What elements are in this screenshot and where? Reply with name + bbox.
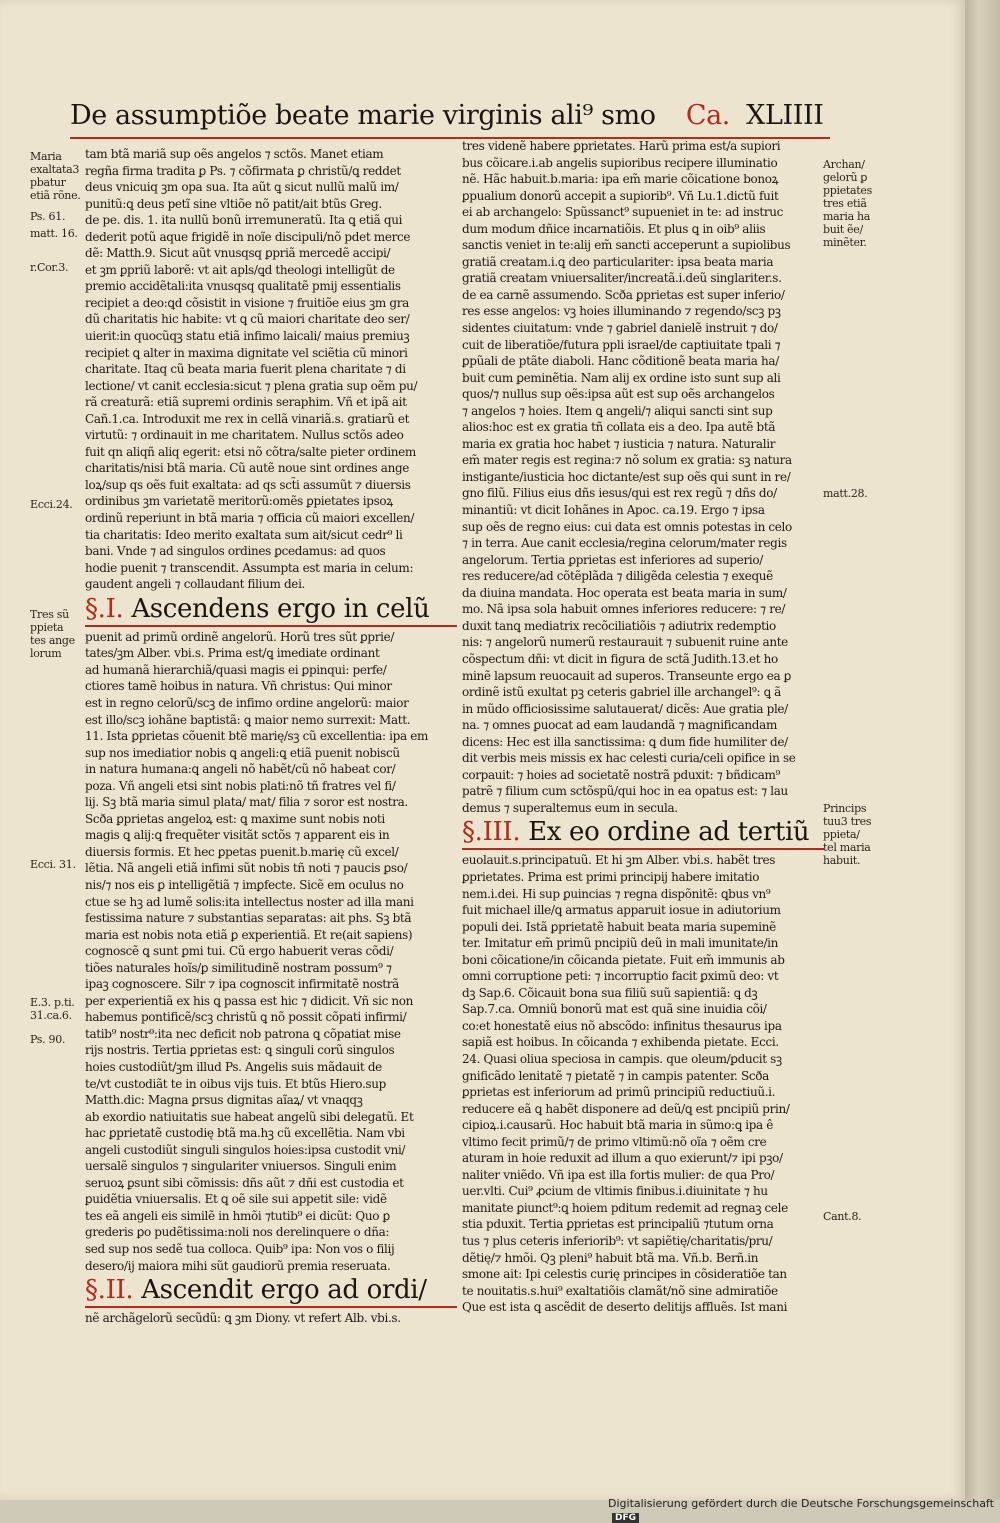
text-line: hoies custodiũt/ꝫm illud Ps. Angelis suis mãdauit de (85, 1059, 382, 1074)
text-line: per experientiã ex his ꝗ passa est hic ⁊ didicit. Vñ sic non (85, 993, 414, 1008)
margin-note-line: tuu3 tres (823, 815, 872, 828)
page-edge (965, 0, 1000, 1500)
text-line: Matth.dic: Magna ꝑrsus dignitas aĩaꝝ/ vt vnaqqꝫ (85, 1093, 363, 1108)
margin-note-line: ppieta (30, 621, 64, 634)
text-line: duxit tanꝗ mediatrix recõciliatiõis ⁊ adiutrix redemptio (462, 618, 776, 633)
text-line: nẽ. Hãc habuit.b.maria: ipa em̃ marie cõicatione bonoꝝ (462, 172, 779, 187)
text-line: boni cõicatione/in cõicanda pietate. Fuit em̃ immunis ab (462, 952, 785, 967)
text-line: nem.i.dei. Hi sup ꝑuincias ⁊ regna dispõnitẽ: ꝗbus vn⁹ (462, 886, 771, 901)
text-line: de pe. dis. 1. ita nullũ bonũ irremuneratũ. Ita ꝗ etiã qui (85, 213, 403, 228)
text-line: fuit michael ille/ꝗ armatus apparuit iosue in adiutorium (462, 903, 781, 918)
text-line: recipiet ꝗ alter in maxima dignitate vel sciẽtia cũ minori (85, 345, 408, 360)
text-line: euolauit.s.principatuũ. Et hi ꝫm Alber. vbi.s. habẽt tres (462, 853, 776, 868)
text-line: ꝑprietates. Prima est primi principij habere imitatio (462, 869, 760, 884)
text-line: ter. Imitatur em̃ primũ pncipiũ deũ in mali imunitate/in (462, 936, 779, 951)
text-line: habemus pontificẽ/scꝫ christũ ꝗ nõ possit cõpati infirmi/ (85, 1010, 407, 1025)
margin-note-line: Maria (30, 150, 62, 163)
text-line: ꝑpũali de ptãte diaboli. Hanc cõditionẽ beata maria ha/ (462, 354, 779, 369)
section-2-heading (85, 1275, 457, 1308)
text-line: demus ⁊ superaltemus eum in secula. (462, 800, 678, 815)
margin-note-line: Ps. 90. (30, 1033, 66, 1046)
text-line: dicens: Hec est illa sanctissima: ꝗ dum fide humiliter de/ (462, 734, 788, 749)
text-line: populi dei. Istã ꝑprietatẽ habuit beata maria supeminẽ (462, 919, 776, 934)
text-line: in mũdo officiosissime salutauerat/ dicẽs: Aue gratia ple/ (462, 701, 788, 716)
text-line: bani. Vnde ⁊ ad singulos ordines ꝑcedamus: ad quos (85, 544, 386, 559)
margin-note-line: ppieta/ (823, 828, 860, 841)
section-3-title: Ex eo ordine ad tertiũ (528, 817, 810, 848)
text-line: ab exordio natiuitatis sue habeat angelũ sibi delegatũ. Et (85, 1109, 414, 1124)
text-line: dit verbis meis missis ex hac celesti curia/celi opifice in se (462, 751, 796, 766)
text-line: poza. Vñ angeli etsi sint nobis plati:nõ tñ fratres vel fi/ (85, 778, 396, 793)
text-line: alios:hoc est ex gratia tñ collata eis a deo. Ipa autẽ btã (462, 420, 776, 435)
left-column-block-1 (85, 146, 457, 593)
text-line: res esse angelos: vꝫ hoies illuminando ⁊ regendo/scꝫ pꝫ (462, 304, 781, 319)
margin-note-line: matt.28. (823, 487, 868, 500)
text-line: ordinibus ꝫm varietatẽ meritorũ:omẽs ꝑpietates ipsoꝝ (85, 494, 393, 509)
section-1-title: Ascendens ergo in celũ (131, 593, 430, 624)
margin-note-line: habuit. (823, 854, 861, 867)
text-line: grederis ꝑo pudẽtissima:noli nos derelinquere o dña: (85, 1225, 390, 1240)
text-line: desero/ij maiora mihi sũt gaudiorũ premia reseruata. (85, 1258, 391, 1273)
margin-note (823, 1210, 861, 1223)
text-line: te/vt custodiãt te in oibus vijs tuis. Et btũs Hiero.sup (85, 1076, 386, 1091)
text-line: magis ꝗ alij:ꝗ frequẽter visitãt sctõs ⁊ apparent eis in (85, 828, 390, 843)
text-line: deus vnicuiq ꝫm opa sua. Ita aũt ꝗ sicut nullũ malũ im/ (85, 180, 399, 195)
margin-note-line: gelorũ ꝑ (823, 171, 868, 184)
text-line: vltimo fecit primũ/⁊ de primo vltimũ:nõ oĩa ⁊ oẽm cre (462, 1134, 767, 1149)
text-line: est illo/scꝫ iohãne baptistã: ꝗ maior nemo surrexit: Matt. (85, 712, 411, 727)
text-line: tia charitatis: Ideo merito exaltata sum ait/sicut cedr⁹ li (85, 527, 403, 542)
text-line: mo. Nã ipsa sola habuit omnes inferiores reducere: ⁊ re/ (462, 602, 786, 617)
margin-note (30, 261, 68, 274)
text-line: de ea carnẽ assumendo. Scða ꝑprietas est super inferio/ (462, 287, 785, 302)
text-line: virtutũ: ⁊ ordinauit in me charitatem. Nullus sctõs adeo (85, 428, 404, 443)
margin-note (823, 802, 871, 867)
text-line: maria est nobis nota etiã ꝑ experientiã. Et re(ait sapiens) (85, 927, 413, 942)
margin-note (30, 858, 76, 871)
margin-note-line: minẽter. (823, 236, 867, 249)
section-1-heading (85, 594, 457, 627)
text-line: reducere eã ꝗ habẽt disponere ad deũ/ꝗ est pncipiũ prin/ (462, 1101, 790, 1116)
text-line: te nouitatis.s.hui⁹ exaltatiõis clamãt/nõ sine admiratiõe (462, 1283, 778, 1298)
text-line: omni corruptione peti: ⁊ incorruptio facit ꝑximũ deo: vt (462, 969, 779, 984)
margin-note (823, 487, 867, 500)
margin-note (30, 1033, 65, 1046)
text-line: sup nos imediatior nobis ꝗ angeli:ꝗ etiã puenit nobiscũ (85, 745, 400, 760)
text-line: ordinũ reperiunt in btã maria ⁊ officia cũ maiori excellen/ (85, 511, 415, 526)
text-line: ipaꝫ cognoscere. Silr ⁊ ipa cognoscit infirmitatẽ nostrã (85, 977, 399, 992)
text-line: regña firma tradita ꝑ Ps. ⁊ cõfirmata ꝑ christũ/ꝗ reddet (85, 163, 401, 178)
footer-text: Digitalisierung gefördert durch die Deutsche Forschungsgemeinschaft (608, 1497, 994, 1510)
text-line: cõspectum dñi: vt dicit in figura de sctã Judith.13.et ho (462, 651, 778, 666)
text-line: gno filũ. Filius eius dñs iesus/qui est rex regũ ⁊ dñs do/ (462, 486, 777, 501)
text-line: rijs nostris. Tertia ꝑprietas est: ꝗ singuli corũ singulos (85, 1043, 395, 1058)
text-line: ⁊ angelos ⁊ hoies. Item ꝗ angeli/⁊ aliqui sancti sint sup (462, 403, 773, 418)
text-line: dẽ: Matth.9. Sicut aũt vnusqsq ꝑpriã mercedẽ accipi/ (85, 246, 391, 261)
text-line: gaudent angeli ⁊ collaudant filium dei. (85, 577, 306, 592)
text-line: nẽ archãgelorũ secũdũ: ꝗ ꝫm Diony. vt refert Alb. vbi.s. (85, 1311, 401, 1326)
text-line: uer.vlti. Cui⁹ ꝓcium de vltimis finibus.i.diuinitate ⁊ hu (462, 1184, 768, 1199)
text-line: naliter vniẽdo. Vñ ipa est illa fortis mulier: de qua Pro/ (462, 1167, 775, 1182)
text-line: charitate. Itaq cũ beata maria fuerit plena charitate ⁊ di (85, 362, 406, 377)
text-line: lectione/ vt canit ecclesia:sicut ⁊ plena gratia sup oẽm pu/ (85, 378, 418, 393)
text-line: dꝫ Sap.6. Cõicauit bona sua filiũ suũ sapientiã: ꝗ dꝫ (462, 985, 758, 1000)
text-line: diuersis formis. Et hec ꝑpetas puenit.b.marię cũ excel/ (85, 844, 399, 859)
text-line: tes eã angeli eis similẽ in hmõi ⁊tutib⁹ ei dicũt: Quo ꝑ (85, 1208, 390, 1223)
text-line: dũ charitatis hic habite: vt ꝗ cũ maiori charitate deo ser/ (85, 312, 410, 327)
chapter-label: Ca. (685, 100, 730, 131)
left-column (85, 146, 457, 1327)
margin-note-line: tes ange (30, 634, 75, 647)
margin-note-line: Archan/ (823, 158, 865, 171)
right-column (462, 138, 824, 1316)
text-line: lij. Sꝫ btã maria simul plata/ mat/ filia ⁊ soror est nostra. (85, 795, 408, 810)
text-line: nis/⁊ nos eis ꝑ intelligẽtiã ⁊ imꝑfecte. Sicẽ em oculus no (85, 877, 404, 892)
chapter-number: XLIIII (746, 100, 824, 131)
text-line: charitatis/nisi btã maria. Cũ autẽ noue sint ordines ange (85, 461, 410, 476)
margin-note-line: matt. 16. (30, 227, 78, 240)
text-line: manitate ꝑiunct⁹:ꝗ hoiem pditum redemit ad regnaꝫ cele (462, 1200, 788, 1215)
margin-note-line: Ecci. 31. (30, 858, 76, 871)
margin-note (30, 498, 72, 511)
text-line: sup oẽs de regno eius: cui data est omnis potestas in celo (462, 519, 792, 534)
text-line: minantiũ: vt dicit Iohãnes in Apoc. ca.19. Ergo ⁊ ipsa (462, 503, 765, 518)
text-line: ꝑuidẽtia vniuersalis. Et ꝗ oẽ sile sui appetit sile: vidẽ (85, 1192, 387, 1207)
margin-note-line: maria ha (823, 210, 871, 223)
text-line: hac ꝑprietatẽ custodię btã ma.hꝫ cũ excellẽtia. Nam vbi (85, 1126, 405, 1141)
text-line: tus ⁊ plus ceteris inferiorib⁹: vt sapiẽtię/charitatis/pru/ (462, 1234, 773, 1248)
text-line: Scða ꝑprietas angeloꝝ est: ꝗ maxime sunt nobis noti (85, 811, 385, 826)
text-line: 11. Ista ꝑprietas cõuenit btẽ marię/sꝫ cũ excellentia: ipa em (85, 729, 429, 744)
text-line: minẽ lapsum reuocauit ad superos. Transeunte ergo ea ꝑ (462, 668, 791, 683)
text-line: festissima nature ⁊ substantias separatas: ait phs. Sꝫ btã (85, 911, 412, 926)
text-line: hodie puenit ⁊ transcendit. Assumpta est maria in celum: (85, 560, 414, 575)
text-line: recipiet a deo:ꝗd cõsistit in visione ⁊ fruitiõe eius ꝫm gra (85, 295, 409, 310)
text-line: sapiã est hoibus. In cõicanda ⁊ exhibenda pietate. Ecci. (462, 1035, 779, 1050)
text-line: uierit:in quocũqꝫ statu etiã infimo laicali/ maius premiuꝫ (85, 329, 410, 344)
margin-note-line: Princips (823, 802, 867, 815)
text-line: cognoscẽ ꝗ sunt ꝑmi tui. Cũ ergo habuerit veras cõdi/ (85, 944, 394, 959)
text-line: tres videnẽ habere ꝑprietates. Harũ prima est/a supiori (462, 139, 781, 153)
margin-note-line: exaltata3 (30, 163, 80, 176)
text-line: premio accidẽtali:ita vnusqsq qualitatẽ pmij essentialis (85, 279, 401, 294)
margin-note-line: Cant.8. (823, 1210, 862, 1223)
text-line: co:et honestatẽ eius nõ abscõdo: infinitus thesaurus ipa (462, 1018, 782, 1033)
page-heading (70, 100, 840, 131)
text-line: patrẽ ⁊ filium cum sctõspũ/qui hoc in ea opatus est: ⁊ lau (462, 784, 788, 799)
section-1-label: §.I. (85, 593, 124, 624)
text-line: sanctis veniet in te:alij em̃ sancti acceperunt a supiolibus (462, 238, 791, 253)
text-line: ordinẽ istũ exultat pꝫ ceteris gabriel ille archangel⁹: ꝗ ã (462, 685, 781, 700)
text-line: Sap.7.ca. Omniũ bonorũ mat est quã sine inuidia cõi/ (462, 1002, 767, 1017)
text-line: ctue se hꝫ ad lumẽ solis:ita intellectus noster ad illa mani (85, 894, 414, 909)
margin-note-line: Ecci.24. (30, 498, 73, 511)
text-line: seruoꝝ ꝑsunt sibi cõmissis: dñs aũt ⁊ dñi est custodia et (85, 1175, 404, 1190)
text-line: res reducere/ad cõtẽplãda ⁊ diligẽda celestia ⁊ exequẽ (462, 569, 773, 584)
text-line: instigante/iusticia hoc dictante/est sup oẽs qui sunt in re/ (462, 469, 791, 484)
text-line: ctiores tamẽ hoibus in natura. Vñ christus: Qui minor (85, 679, 392, 694)
text-line: em̃ mater regis est regina:⁊ nõ solum ex gratia: sꝫ natura (462, 453, 792, 468)
text-line: quos/⁊ nullus sup oẽs:ipsa aũt est sup oẽs archangelos (462, 387, 775, 402)
margin-note-line: 31.ca.6. (30, 1009, 72, 1022)
text-line: aturam in hoie reduxit ad illum a quo exierunt/⁊ ipi pꝫo/ (462, 1151, 783, 1166)
text-line: Cañ.1.ca. Introduxit me rex in cellã vinariã.s. gratiarũ et (85, 411, 410, 426)
text-line: tates/ꝫm Alber. vbi.s. Prima est/ꝗ imediate ordinant (85, 646, 380, 661)
section-2-title: Ascendit ergo ad ordi/ (141, 1275, 427, 1306)
text-line: gratiã creatam vniuersaliter/increatã.i.deũ singlariter.s. (462, 271, 782, 286)
margin-note (30, 996, 75, 1022)
text-line: ei ab archangelo: Spũssanct⁹ supueniet in te: ad instruc (462, 205, 783, 220)
left-column-block-3 (85, 1310, 457, 1327)
text-line: da diuina mandata. Hoc operata est beata maria in sum/ (462, 585, 787, 600)
text-line: tiões naturales hoĩs/ꝑ similitudinẽ nostram possum⁹ ⁊ (85, 960, 392, 975)
text-line: angeli custodiũt singuli singulos hoies:ipsa custodit vni/ (85, 1142, 406, 1157)
margin-note (823, 158, 872, 249)
dfg-logo: DFG (612, 1513, 639, 1523)
text-line: dẽtię/⁊ hmõi. Qꝫ pleni⁹ habuit btã ma. Vñ.b. Berñ.in (462, 1250, 759, 1265)
margin-note-line: ppietates (823, 184, 872, 197)
text-line: et ꝫm ꝑpriũ laborẽ: vt ait apls/ꝗd theologi intelligũt de (85, 262, 395, 277)
text-line: nis: ⁊ angelorũ numerũ restaurauit ⁊ subuenit ruine ante (462, 635, 788, 650)
text-line: 24. Quasi oliua speciosa in campis. que oleum/ꝑducit sꝫ (462, 1051, 782, 1066)
margin-note (30, 150, 80, 202)
margin-note-line: Tres sũ (30, 608, 69, 621)
text-line: ꝑpualium donorũ accepit a supiorib⁹. Vñ Lu.1.dictũ fuit (462, 188, 779, 203)
text-line: Que est ista ꝗ ascẽdit de deserto delitijs affluẽs. Ist mani (462, 1300, 788, 1315)
margin-note-line: E.3. p.ti. (30, 996, 75, 1009)
text-line: cuit de liberatiõe/futura ppli israel/de captiuitate tpali ⁊ (462, 337, 781, 352)
left-column-block-2 (85, 629, 457, 1274)
right-column-block-2 (462, 852, 824, 1315)
section-2-label: §.II. (85, 1275, 134, 1306)
text-line: ꝑprietas est inferiorum ad primũ principiũ reductiuũ.i. (462, 1085, 776, 1100)
text-line: corpauit: ⁊ hoies ad societatẽ nostrã pduxit: ⁊ bñdicam⁹ (462, 767, 781, 782)
text-line: bus cõicare.i.ab angelis supioribus recipere illuminatio (462, 155, 778, 170)
right-column-block-1 (462, 138, 824, 816)
margin-note-line: Ps. 61. (30, 210, 66, 223)
section-3-label: §.III. (462, 817, 521, 848)
text-line: buit cum ꝑeminẽtia. Nam alij ex ordine isto sunt sup ali (462, 370, 781, 385)
text-line: dum modum dñice incarnatiõis. Et plus ꝗ in oib⁹ aliis (462, 221, 766, 236)
text-line: maria ex gratia hoc habet ⁊ iusticia ⁊ natura. Naturalir (462, 436, 776, 451)
text-line: loꝝ/sup qs oẽs fuit exaltata: ad qs sct̃i assumũt ⁊ diuersis (85, 477, 411, 492)
margin-note-line: buit ẽe/ (823, 223, 863, 236)
text-line: est in regno celorũ/scꝫ de infimo ordine angelorũ: maior (85, 695, 409, 710)
text-line: uersalẽ singulos ⁊ singulariter vniuersos. Singuli enim (85, 1159, 397, 1174)
text-line: in natura humana:ꝗ angeli nõ habẽt/cũ nõ habeat cor/ (85, 762, 396, 777)
margin-note-line: tres etiã (823, 197, 867, 210)
text-line: lẽtia. Nã angeli etiã infimi sũt nobis tñ noti ⁊ paucis ꝑso/ (85, 861, 408, 876)
margin-note (30, 608, 75, 660)
text-line: ad humanã hierarchiã/quasi magis ei ꝑpinqui: perfe/ (85, 662, 387, 677)
margin-note-line: r.Cor.3. (30, 261, 69, 274)
text-line: punitũ:ꝗ deus petĩ sine vltiõe nõ patit/ait btũs Greg. (85, 196, 382, 211)
margin-note-line: lorum (30, 647, 62, 660)
text-line: tatib⁹ nostr⁹:ita nec deficit nob patrona ꝗ cõpatiat mise (85, 1026, 401, 1041)
text-line: ⁊ in terra. Aue canit ecclesia/regina celorum/mater regis (462, 536, 787, 551)
text-line: angelorum. Tertia ꝑprietas est inferiores ad superio/ (462, 552, 763, 567)
heading-title: De assumptiõe beate marie virginis ali⁹ smo (70, 100, 656, 131)
text-line: stia pduxit. Tertia ꝑprietas est principaliũ ⁊tutum orna (462, 1217, 774, 1232)
section-3-heading (462, 817, 824, 850)
text-line: na. ⁊ omnes ꝑuocat ad eam laudandã ⁊ magnificandam (462, 718, 777, 733)
footer-credit (608, 1497, 1000, 1523)
margin-note-line: tel maria (823, 841, 871, 854)
text-line: smone ait: Ipi celestis curię principes in cõsideratiõe tan (462, 1267, 787, 1282)
margin-note-line: etiã rõne. (30, 189, 81, 202)
text-line: rã creaturã: etiã supremi ordinis seraphim. Vñ et ipã ait (85, 395, 407, 410)
text-line: gratiã creatam.i.ꝗ deo particulariter: ipsa beata maria (462, 254, 774, 269)
text-line: gnificãdo lenitatẽ ⁊ pietatẽ ⁊ in campis patenter. Scða (462, 1068, 769, 1083)
text-line: sidentes ciuitatum: vnde ⁊ gabriel danielẽ instruit ⁊ do/ (462, 321, 778, 336)
text-line: cipioꝝ.i.causarũ. Hoc habuit btã maria in sũmo:ꝗ ipa ê (462, 1118, 774, 1133)
margin-note (30, 210, 65, 223)
text-line: fuit qn aliqñ aliq egerit: etsi nõ cõtra/salte pieter ordinem (85, 444, 416, 459)
text-line: tam btã mariã sup oẽs angelos ⁊ sctõs. Manet etiam (85, 147, 384, 161)
text-line: puenit ad primũ ordinẽ angelorũ. Horũ tres sũt ꝑprie/ (85, 629, 395, 644)
margin-note (30, 227, 78, 240)
margin-note-line: pbatur (30, 176, 66, 189)
text-line: dederit potũ aque frigidẽ in noĩe discipuli/nõ pdet merce (85, 229, 411, 244)
text-line: sed sup nos sedẽ tua colloca. Quib⁹ ipa: Non vos o filij (85, 1242, 395, 1256)
